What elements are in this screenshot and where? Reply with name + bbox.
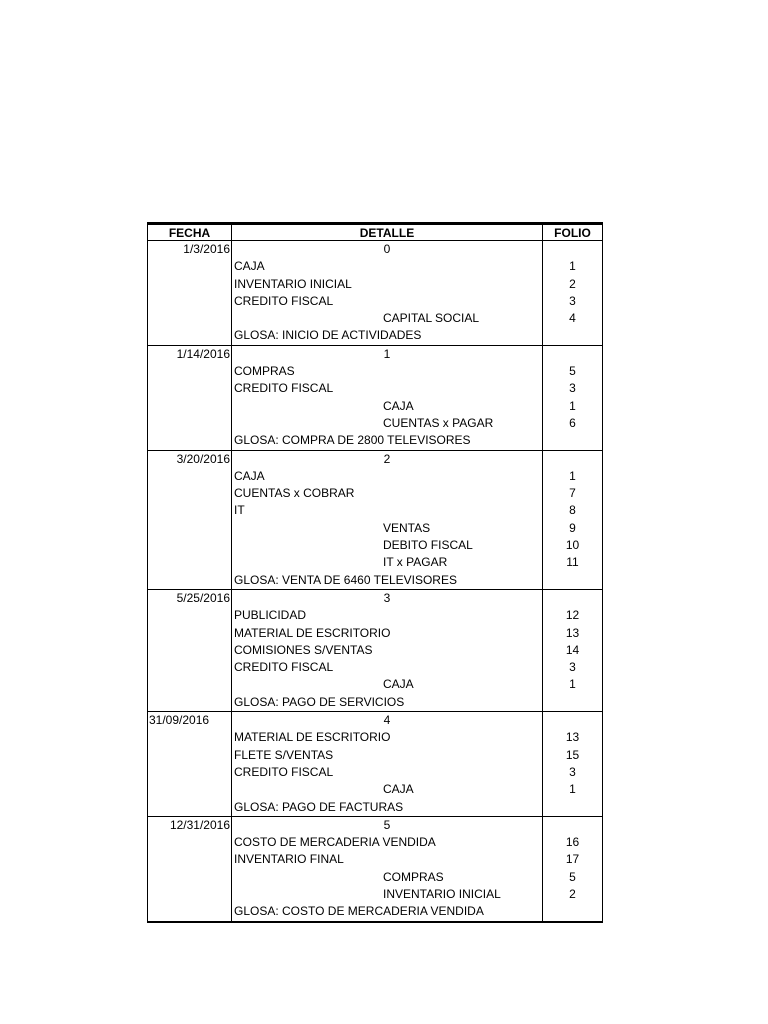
entry-number: 2	[383, 451, 391, 466]
entry-folio-cell	[542, 346, 602, 450]
entry-detail-cell	[231, 712, 542, 816]
folio-number: 11	[566, 555, 579, 570]
folio-number: 12	[565, 608, 580, 623]
entry-detail-cell	[231, 451, 542, 589]
credit-account: CAJA	[383, 398, 414, 413]
folio-number: 1	[569, 677, 576, 692]
entry-number: 4	[383, 713, 391, 728]
folio-number: 1	[569, 468, 576, 483]
folio-number: 3	[569, 381, 576, 396]
entry-folio-cell	[542, 712, 602, 816]
credit-account: CUENTAS x PAGAR	[383, 415, 494, 430]
entry-glosa: GLOSA: VENTA DE 6460 TELEVISORES	[234, 572, 457, 587]
journal-entries	[147, 241, 603, 923]
entry-detail-cell	[231, 346, 542, 450]
debit-account: COMISIONES S/VENTAS	[234, 642, 373, 657]
folio-number: 13	[565, 730, 580, 745]
folio-number: 7	[569, 486, 576, 501]
journal-entry	[147, 346, 603, 451]
debit-account: COSTO DE MERCADERIA VENDIDA	[234, 835, 436, 850]
entry-date: 1/14/2016	[176, 346, 230, 361]
debit-account: INVENTARIO INICIAL	[234, 276, 352, 291]
folio-blank	[543, 694, 602, 711]
credit-account: IT x PAGAR	[383, 555, 448, 570]
debit-account: FLETE S/VENTAS	[234, 747, 334, 762]
entry-number: 3	[383, 590, 391, 605]
folio-blank	[543, 432, 602, 449]
debit-account: MATERIAL DE ESCRITORIO	[234, 625, 391, 640]
folio-number: 5	[569, 364, 576, 379]
journal-entry	[147, 451, 603, 590]
entry-glosa: GLOSA: COSTO DE MERCADERIA VENDIDA	[234, 904, 484, 919]
debit-account: CAJA	[234, 259, 265, 274]
journal-entry	[147, 241, 603, 346]
folio-number: 1	[569, 259, 576, 274]
debit-account: CREDITO FISCAL	[234, 293, 334, 308]
folio-number: 14	[565, 642, 580, 657]
debit-account: COMPRAS	[234, 364, 295, 379]
debit-account: IT	[234, 503, 245, 518]
folio-number: 8	[569, 503, 576, 518]
entry-date: 31/09/2016	[149, 713, 210, 728]
folio-blank	[543, 572, 602, 589]
folio-number: 2	[569, 886, 576, 901]
entry-detail-cell	[231, 817, 542, 921]
header-folio: FOLIO	[542, 225, 602, 240]
folio-number: 3	[569, 764, 576, 779]
folio-blank	[543, 346, 602, 363]
folio-number: 3	[569, 660, 576, 675]
journal-table	[147, 222, 603, 923]
entry-detail-cell	[231, 241, 542, 345]
debit-account: CREDITO FISCAL	[234, 764, 334, 779]
table-header	[147, 222, 603, 241]
credit-account: INVENTARIO INICIAL	[383, 886, 501, 901]
journal-entry	[147, 817, 603, 923]
folio-number: 6	[569, 415, 576, 430]
credit-account: COMPRAS	[383, 869, 444, 884]
credit-account: VENTAS	[383, 520, 431, 535]
folio-blank	[543, 903, 602, 920]
entry-number: 5	[383, 817, 391, 832]
entry-date: 12/31/2016	[169, 817, 230, 832]
folio-blank	[543, 590, 602, 607]
entry-folio-cell	[542, 590, 602, 711]
folio-number: 4	[569, 311, 576, 326]
folio-number: 16	[565, 835, 580, 850]
entry-glosa: GLOSA: INICIO DE ACTIVIDADES	[234, 328, 422, 343]
entry-folio-cell	[542, 817, 602, 921]
entry-date: 3/20/2016	[176, 451, 230, 466]
folio-number: 10	[565, 538, 580, 553]
credit-account: CAJA	[383, 782, 414, 797]
debit-account: INVENTARIO FINAL	[234, 852, 344, 867]
debit-account: MATERIAL DE ESCRITORIO	[234, 730, 391, 745]
folio-blank	[543, 712, 602, 729]
credit-account: CAJA	[383, 677, 414, 692]
entry-glosa: GLOSA: PAGO DE FACTURAS	[234, 799, 404, 814]
entry-date-cell	[148, 346, 231, 450]
entry-glosa: GLOSA: PAGO DE SERVICIOS	[234, 694, 405, 709]
entry-number: 1	[383, 346, 391, 361]
debit-account: CUENTAS x COBRAR	[234, 486, 355, 501]
entry-date-cell	[148, 817, 231, 921]
folio-number: 1	[569, 782, 576, 797]
folio-number: 5	[569, 869, 576, 884]
folio-blank	[543, 799, 602, 816]
folio-blank	[543, 451, 602, 468]
credit-account: DEBITO FISCAL	[383, 538, 473, 553]
entry-date: 1/3/2016	[183, 242, 230, 256]
header-fecha: FECHA	[168, 225, 211, 240]
debit-account: CREDITO FISCAL	[234, 381, 334, 396]
debit-account: CAJA	[234, 468, 265, 483]
entry-number: 0	[383, 242, 391, 256]
folio-number: 2	[569, 276, 576, 291]
entry-detail-cell	[231, 590, 542, 711]
folio-number: 17	[565, 852, 580, 867]
entry-date-cell	[148, 451, 231, 589]
debit-account: PUBLICIDAD	[234, 608, 307, 623]
entry-folio-cell	[542, 451, 602, 589]
folio-blank	[543, 241, 602, 258]
folio-number: 1	[569, 398, 576, 413]
entry-date-cell	[148, 590, 231, 711]
debit-account: CREDITO FISCAL	[234, 660, 334, 675]
entry-folio-cell	[542, 241, 602, 345]
credit-account: CAPITAL SOCIAL	[383, 311, 480, 326]
journal-entry	[147, 590, 603, 712]
entry-date: 5/25/2016	[176, 590, 230, 605]
folio-number: 15	[565, 747, 580, 762]
folio-number: 9	[569, 520, 576, 535]
header-detalle: DETALLE	[231, 225, 542, 240]
folio-blank	[543, 817, 602, 834]
folio-number: 3	[569, 293, 576, 308]
entry-date-cell	[148, 241, 231, 345]
folio-blank	[543, 327, 602, 344]
entry-date-cell	[148, 712, 231, 816]
folio-number: 13	[565, 625, 580, 640]
entry-glosa: GLOSA: COMPRA DE 2800 TELEVISORES	[234, 433, 471, 448]
journal-entry	[147, 712, 603, 817]
